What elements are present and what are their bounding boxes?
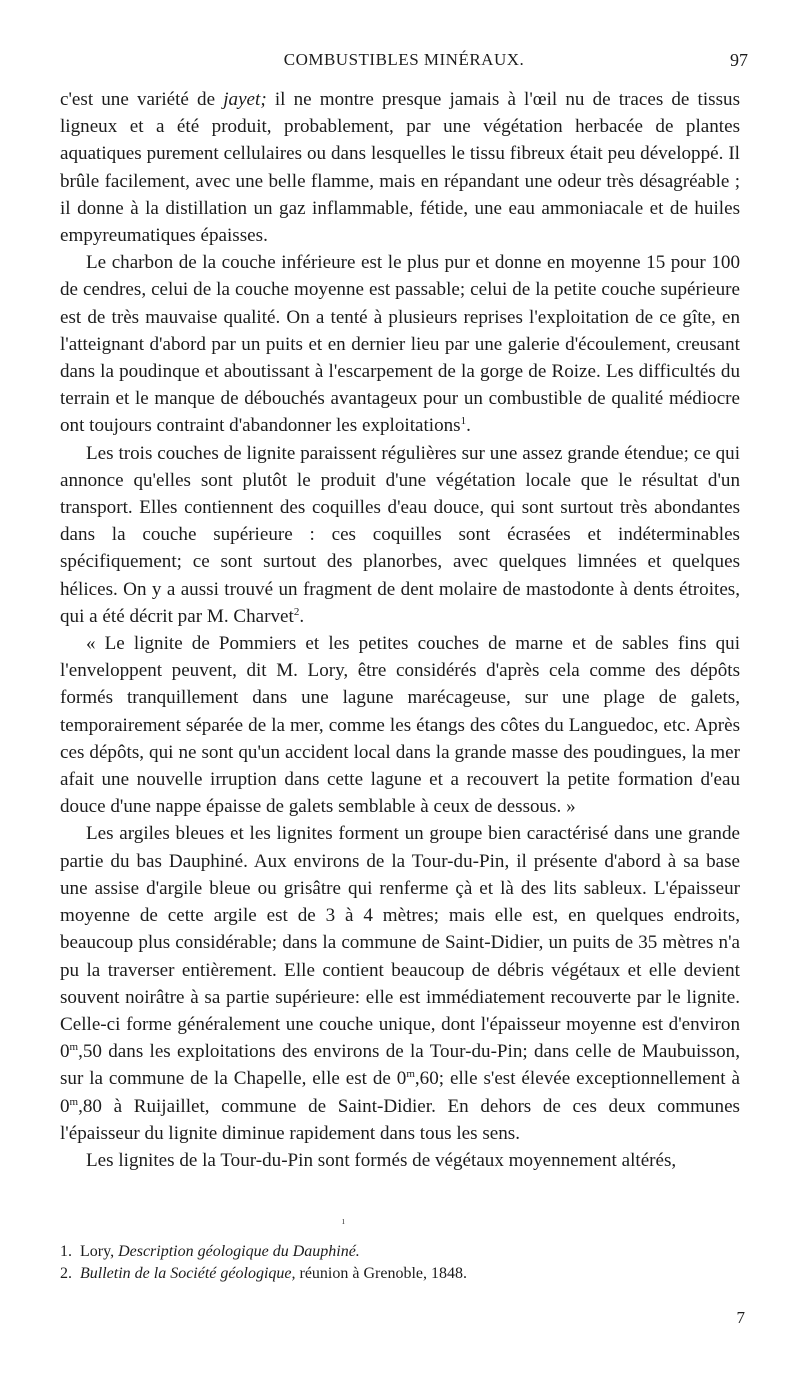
stray-mark: ı <box>342 1216 345 1227</box>
paragraph <box>60 440 740 630</box>
footnotes <box>60 1241 740 1285</box>
running-header <box>60 50 748 74</box>
text-run: . <box>466 415 471 437</box>
text-run: ,60; elle s'est élevée exceptionnellement à 0 <box>60 1068 740 1117</box>
footnote <box>60 1241 740 1263</box>
text-run: ,50 dans les exploitations des environs de la Tour-du-Pin; dans celle de Maubuisson, sur la commune de la Chapelle, elle est de 0 <box>60 1041 740 1090</box>
paragraph <box>60 820 740 1146</box>
footnote <box>60 1263 740 1285</box>
text-run: ,80 à Ruijaillet, commune de Saint-Didier. En dehors de ces deux communes l'épaisseur du lignite diminue rapidement dans tous les sens. <box>60 1095 740 1144</box>
footnote-mark: 1. <box>60 1243 72 1260</box>
paragraph <box>60 86 740 249</box>
footnote-rest: réunion à Grenoble, 1848. <box>295 1265 468 1282</box>
text-run: « Le lignite de Pommiers et les petites couches de marne et de sables fins qui l'enveloppent peuvent, dit M. Lory, être considérés d'après cela comme des dépôts formés tranquillement dans une lagune marécageuse, sur une plage de galets, temporairement séparée de la mer, comme les étangs des côtes du Languedoc, etc. Après ces dépôts, qui ne sont qu'un accident local dans la grande masse des poudingues, la mer afait une nouvelle irruption dans cette lagune et a recouvert la petite formation d'eau douce d'une nappe épaisse de galets semblable à ceux de dessous. » <box>60 633 740 818</box>
text-run: Les lignites de la Tour-du-Pin sont formés de végétaux moyennement altérés, <box>86 1149 677 1171</box>
superscript: m <box>69 1041 79 1054</box>
text-run: Les trois couches de lignite paraissent régulières sur une assez grande étendue; ce qui annonce qu'elles sont plutôt le produit d'une végétation locale que le résultat d'un transport. Elles contiennent des coquilles d'eau douce, qui sont surtout très abondantes dans la couche supérieure : ces coquilles sont écrasées et indéterminables spécifiquement; ce sont surtout des planorbes, avec quelques limnées et quelques hélices. On y a aussi trouvé un fragment de dent molaire de mastodonte à dents étroites, qui a été décrit par M. Charvet <box>60 442 740 627</box>
text-run: c'est une variété de <box>60 89 224 110</box>
superscript: m <box>69 1095 79 1108</box>
text-run: il ne montre presque jamais à l'œil nu de traces de tissus ligneux et a été produit, probablement, par une végétation herbacée de plantes aquatiques purement cellulaires ou dans lesquelles le tissu fibreux était peu développé. Il brûle facilement, avec une belle flamme, mais en répandant une odeur très désagréable ; il donne à la distillation un gaz inflammable, fétide, une eau ammoniacale et de huiles empyreumatiques épaisses. <box>60 89 740 247</box>
superscript: m <box>406 1068 415 1081</box>
superscript: 2 <box>293 605 300 618</box>
text-run: . <box>299 605 305 627</box>
body-text <box>60 86 740 1174</box>
footnote-work: Description géologique du Dauphiné. <box>118 1243 360 1260</box>
footnote-work: Bulletin de la Société géologique, <box>80 1265 296 1282</box>
paragraph <box>60 630 740 820</box>
signature-mark: 7 <box>736 1308 745 1327</box>
italic-term: jayet; <box>223 89 267 110</box>
paragraph <box>60 1147 740 1174</box>
running-title: COMBUSTIBLES MINÉRAUX. <box>283 50 525 69</box>
superscript: 1 <box>460 415 467 428</box>
footnote-author: Lory, <box>80 1243 115 1260</box>
paragraph <box>60 249 740 439</box>
text-run: Le charbon de la couche inférieure est le plus pur et donne en moyenne 15 pour 100 de cendres, celui de la couche moyenne est passable; celui de la petite couche supérieure est de très mauvaise qualité. On a tenté à plusieurs reprises l'exploitation de ce gîte, en l'atteignant d'abord par un puits et en dernier lieu par une galerie d'écoulement, creusant dans la poudinque et aboutissant à l'escarpement de la gorge de Roize. Les difficultés du terrain et le manque de débouchés avantageux pour un combustible de qualité médiocre ont toujours contraint d'abandonner les exploitations <box>60 252 740 437</box>
page-number: 97 <box>730 50 748 70</box>
text-run: Les argiles bleues et les lignites forment un groupe bien caractérisé dans une grande partie du bas Dauphiné. Aux environs de la Tour-du-Pin, il présente d'abord à sa base une assise d'argile bleue ou grisâtre qui renferme çà et là des lits sableux. L'épaisseur moyenne de cette argile est de 3 à 4 mètres; mais elle est, en quelques endroits, beaucoup plus considérable; dans la commune de Saint-Didier, un puits de 35 mètres n'a pu la traverser entièrement. Elle contient beaucoup de débris végétaux et elle devient souvent noirâtre à sa partie supérieure: elle est immédiatement recouverte par le lignite. Celle-ci forme généralement une couche unique, dont l'épaisseur moyenne est d'environ 0 <box>60 823 740 1063</box>
footnote-mark: 2. <box>60 1265 72 1282</box>
